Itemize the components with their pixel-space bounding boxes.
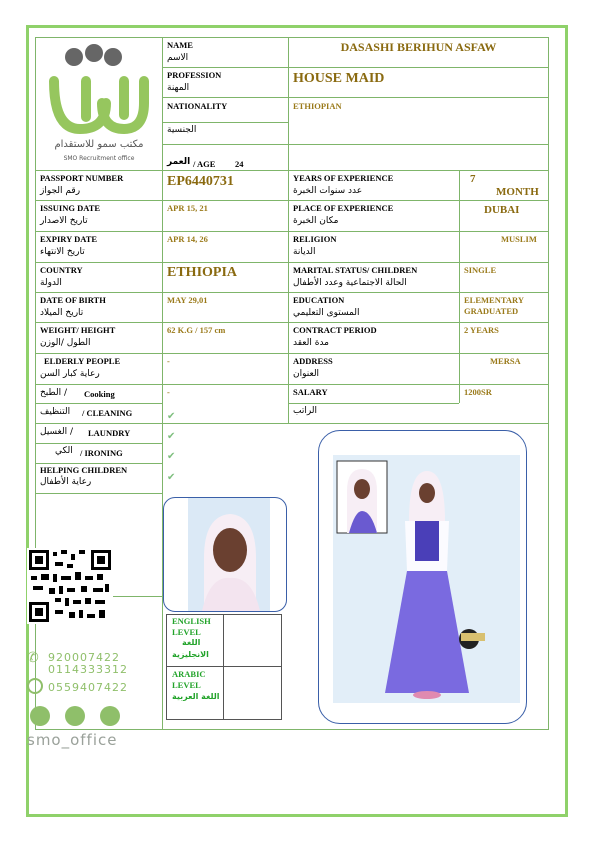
education-value-2: GRADUATED: [464, 306, 519, 316]
expiry-label-ar: تاريخ الانتهاء: [40, 247, 85, 257]
address-value: MERSA: [490, 356, 521, 366]
education-value-1: ELEMENTARY: [464, 295, 524, 305]
age-label-ar: العمر: [167, 157, 191, 167]
salary-label-ar: الراتب: [293, 406, 318, 416]
name-label: NAME: [167, 40, 193, 50]
address-label-ar: العنوان: [293, 369, 320, 379]
country-label-ar: الدولة: [40, 278, 62, 288]
cleaning-label: / CLEANING: [82, 408, 133, 418]
qr-code[interactable]: [27, 548, 113, 624]
ironing-label-ar: الكي: [55, 446, 73, 456]
weight-label-ar: الطول /الوزن: [40, 338, 91, 348]
marital-label-ar: الحالة الاجتماعية وعدد الأطفال: [293, 278, 407, 288]
cleaning-check-icon: ✔: [167, 411, 176, 422]
contract-label: CONTRACT PERIOD: [293, 325, 377, 335]
logo-ar-name: مكتب سمو للاستقدام: [54, 139, 144, 150]
experience-place-label: PLACE OF EXPERIENCE: [293, 203, 394, 213]
dob-value: MAY 29,01: [167, 295, 208, 305]
age-label: / AGE: [193, 159, 216, 169]
english-level-1: ENGLISH: [172, 616, 211, 626]
religion-label-ar: الديانة: [293, 247, 316, 257]
profession-label: PROFESSION: [167, 70, 222, 80]
religion-value: MUSLIM: [501, 234, 537, 244]
helping-check-icon: ✔: [167, 472, 176, 483]
full-body-photo: [318, 430, 527, 724]
elderly-label-ar: رعاية كبار السن: [40, 369, 100, 379]
cooking-value: -: [167, 387, 170, 397]
ironing-label: / IRONING: [80, 448, 123, 458]
education-label-ar: المستوى التعليمي: [293, 308, 360, 318]
experience-place-value: DUBAI: [484, 204, 520, 216]
salary-value: 1200SR: [464, 387, 492, 397]
passport-label-ar: رقم الجواز: [40, 186, 81, 196]
snapchat-icon[interactable]: [100, 706, 120, 726]
contract-label-ar: مدة العقد: [293, 338, 329, 348]
portrait-photo: [163, 497, 287, 612]
profession-value: HOUSE MAID: [293, 71, 385, 86]
elderly-value: -: [167, 356, 170, 366]
experience-years-unit: MONTH: [496, 186, 539, 198]
helping-label: HELPING CHILDREN: [40, 465, 128, 475]
address-label: ADDRESS: [293, 356, 333, 366]
twitter-icon[interactable]: [30, 706, 50, 726]
weight-label: WEIGHT/ HEIGHT: [40, 325, 116, 335]
laundry-check-icon: ✔: [167, 431, 176, 442]
ironing-check-icon: ✔: [167, 451, 176, 462]
contract-value: 2 YEARS: [464, 325, 499, 335]
arabic-level-1: ARABIC: [172, 669, 206, 679]
arabic-level-2: LEVEL: [172, 680, 201, 690]
english-level-3: اللغة: [182, 638, 201, 647]
issuing-value: APR 15, 21: [167, 203, 208, 213]
cleaning-label-ar: التنظيف: [40, 407, 71, 417]
laundry-label: LAUNDRY: [88, 428, 131, 438]
phone-1[interactable]: 920007422: [48, 651, 120, 664]
phone-icon: ✆: [27, 650, 39, 666]
social-handle[interactable]: smo_office: [27, 731, 118, 749]
logo: [40, 43, 158, 165]
logo-en-name: SMO Recruitment office: [63, 155, 135, 162]
marital-label: MARITAL STATUS/ CHILDREN: [293, 265, 418, 275]
issuing-label: ISSUING DATE: [40, 203, 101, 213]
country-value: ETHIOPIA: [167, 265, 238, 280]
expiry-label: EXPIRY DATE: [40, 234, 98, 244]
whatsapp-icon: [27, 678, 43, 694]
salary-label: SALARY: [293, 387, 328, 397]
weight-value: 62 K.G / 157 cm: [167, 325, 226, 335]
passport-value: EP6440731: [167, 174, 234, 189]
english-level-2: LEVEL: [172, 627, 201, 637]
profession-label-ar: المهنة: [167, 83, 190, 93]
portrait-image-icon: [164, 498, 286, 611]
arabic-level-3: اللغة العربية: [172, 692, 220, 701]
name-value: DASASHI BERIHUN ASFAW: [340, 40, 497, 54]
full-body-image-icon: [319, 431, 526, 723]
helping-label-ar: رعاية الأطفال: [40, 477, 92, 487]
nationality-label-ar: الجنسية: [167, 125, 197, 135]
expiry-value: APR 14, 26: [167, 234, 208, 244]
country-label: COUNTRY: [40, 265, 83, 275]
religion-label: RELIGION: [293, 234, 337, 244]
logo-mark-icon: [40, 43, 158, 138]
nationality-label: NATIONALITY: [167, 101, 228, 111]
nationality-value: ETHIOPIAN: [293, 101, 342, 111]
passport-label: PASSPORT NUMBER: [40, 173, 124, 183]
phone-2[interactable]: 0114333312: [48, 663, 128, 676]
age-value: 24: [235, 159, 244, 169]
qr-code-icon: [27, 548, 113, 624]
elderly-label: ELDERLY PEOPLE: [44, 356, 121, 366]
english-level-4: الانجليزية: [172, 650, 209, 659]
experience-years-value: 7: [470, 173, 476, 185]
education-label: EDUCATION: [293, 295, 345, 305]
experience-place-label-ar: مكان الخبرة: [293, 216, 339, 226]
laundry-label-ar: الغسيل /: [40, 427, 74, 437]
dob-label-ar: تاريخ الميلاد: [40, 308, 84, 318]
dob-label: DATE OF BIRTH: [40, 295, 106, 305]
name-label-ar: الاسم: [167, 53, 189, 63]
experience-years-label-ar: عدد سنوات الخبرة: [293, 186, 363, 196]
cooking-label-ar: الطبخ /: [40, 388, 68, 398]
experience-years-label: YEARS OF EXPERIENCE: [293, 173, 394, 183]
marital-value: SINGLE: [464, 265, 497, 275]
issuing-label-ar: تاريخ الاصدار: [40, 216, 88, 226]
instagram-icon[interactable]: [65, 706, 85, 726]
cooking-label: Cooking: [84, 389, 115, 399]
whatsapp-number[interactable]: 0559407422: [48, 681, 128, 694]
